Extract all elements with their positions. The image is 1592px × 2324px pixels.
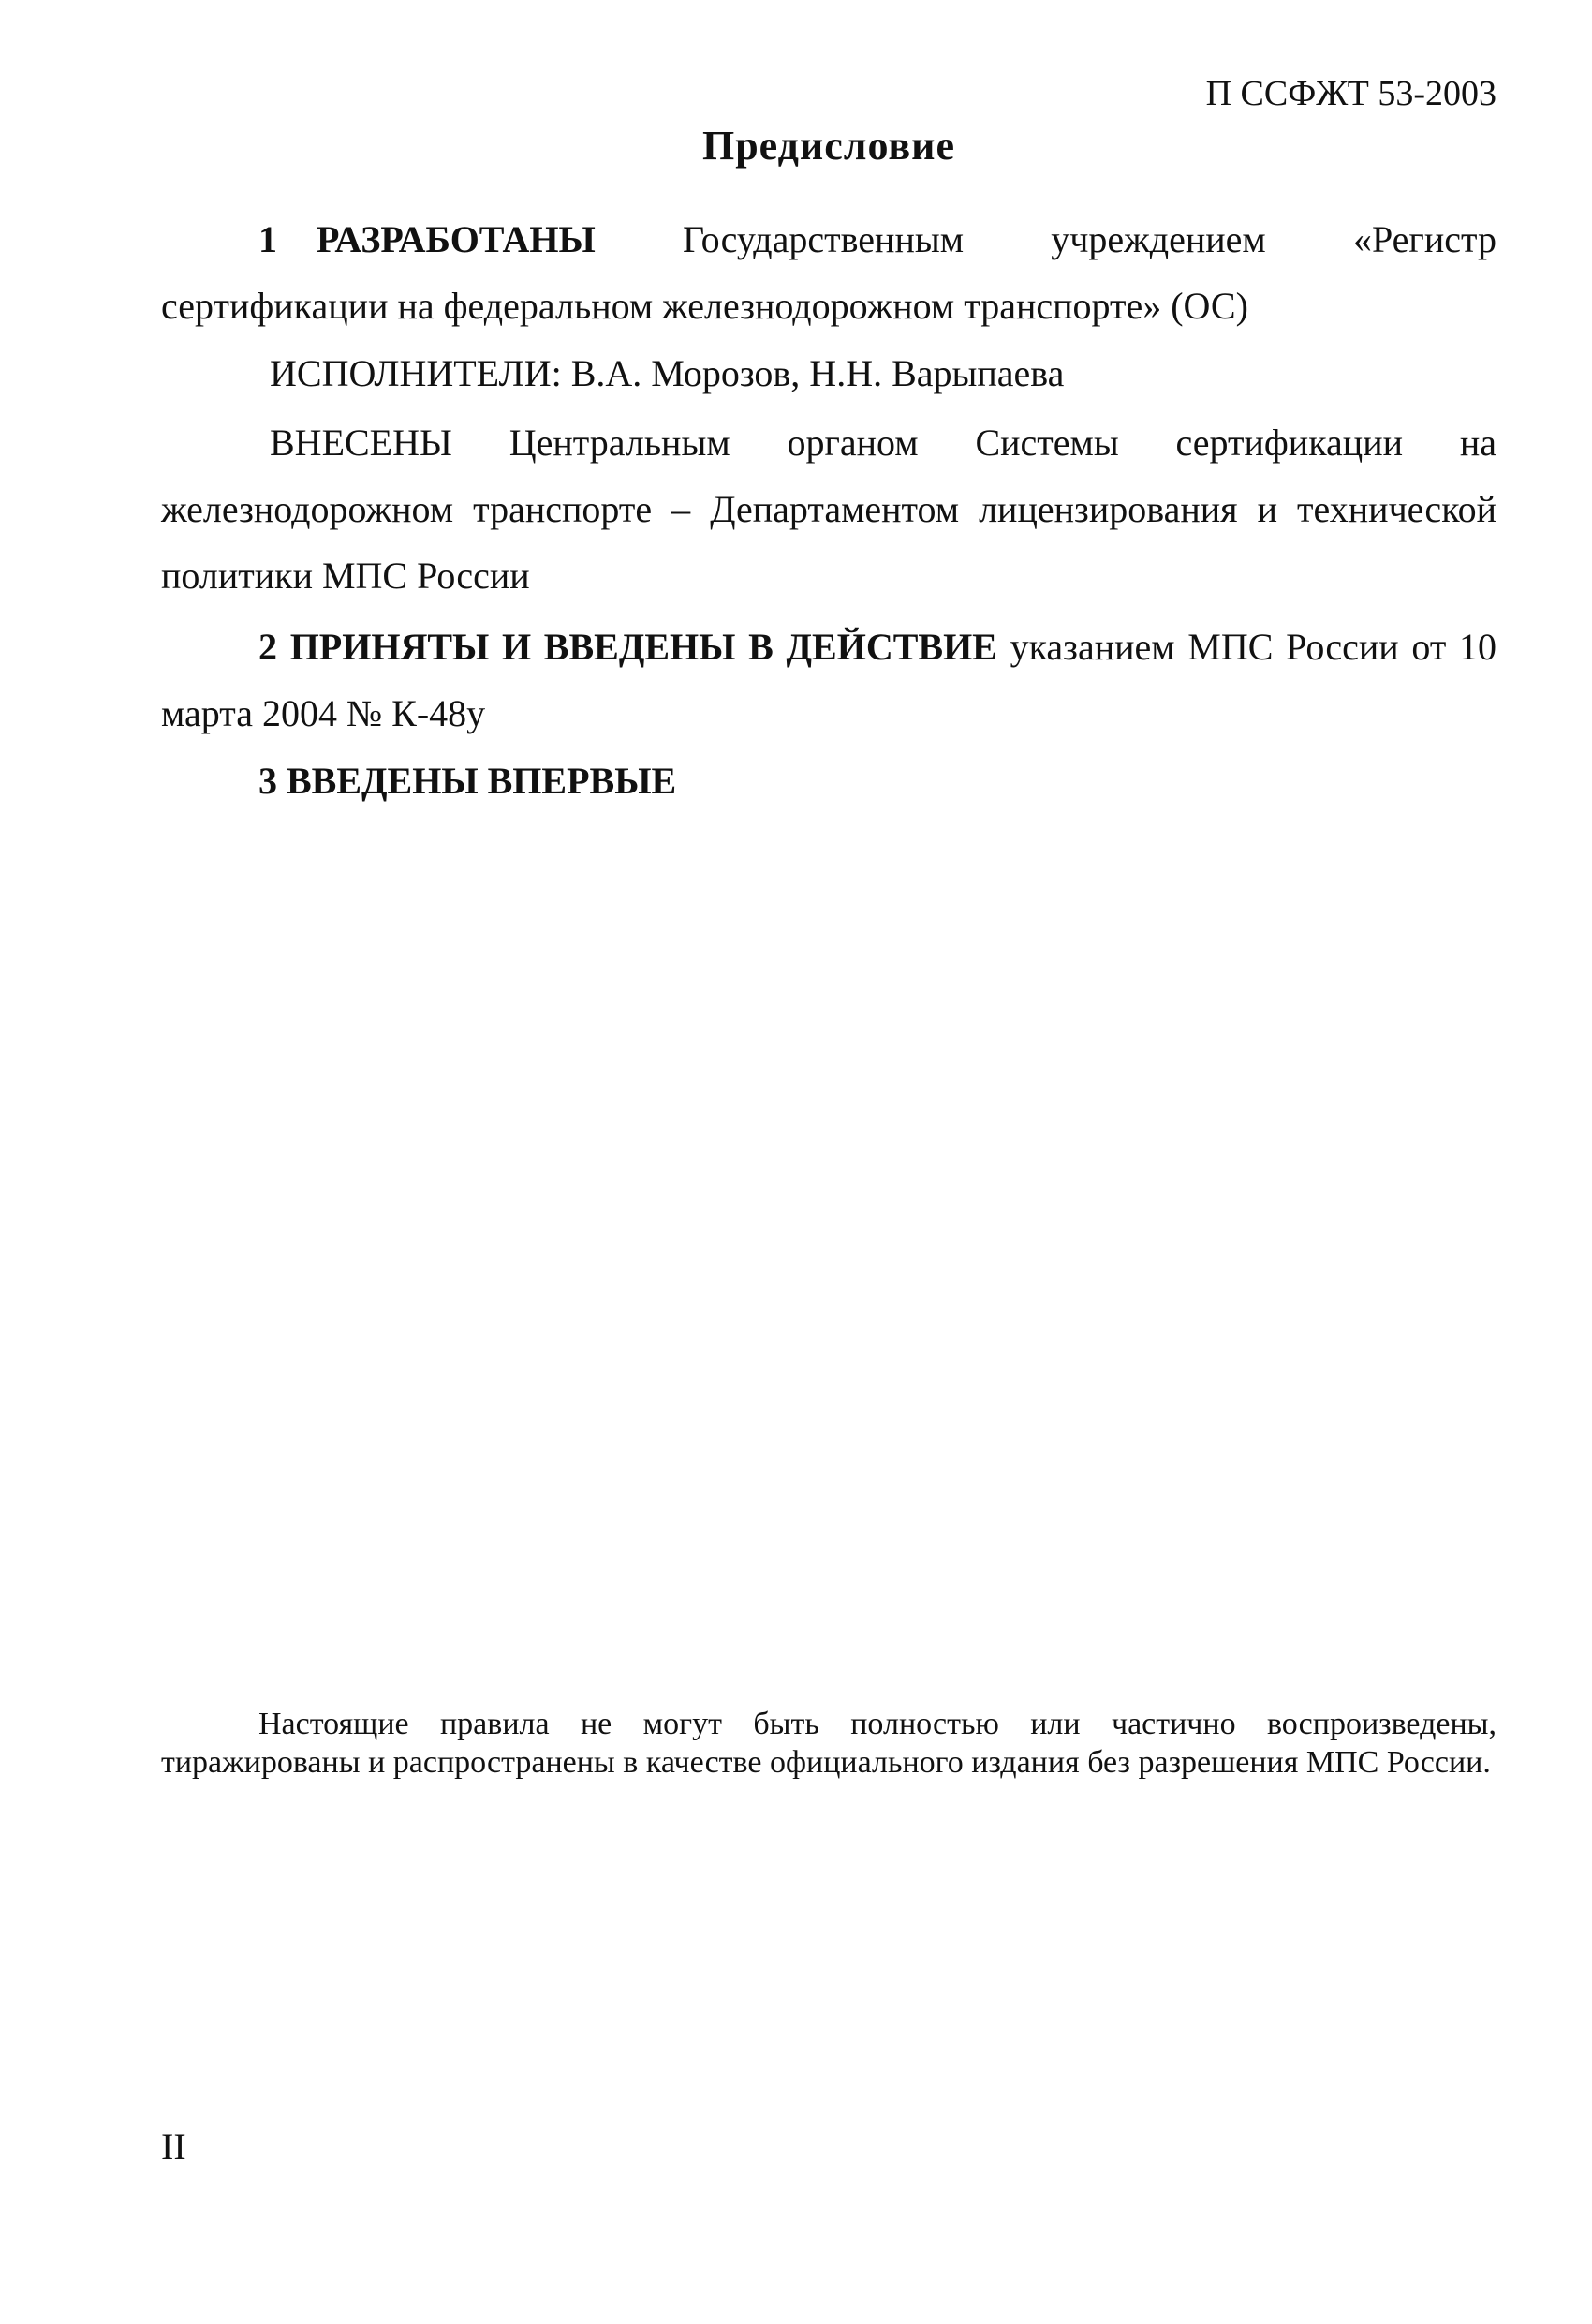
section-1-heading: РАЗРАБОТАНЫ: [317, 218, 596, 260]
section-1-label: [258, 206, 596, 273]
section-2-text: [161, 614, 1496, 747]
introduced-label: ВНЕСЕНЫ: [270, 422, 452, 464]
section-1-word-c: «Регистр: [1352, 218, 1496, 260]
performers-text: ИСПОЛНИТЕЛИ: В.А. Морозов, Н.Н. Варыпаева: [270, 352, 1065, 394]
section-1-number: 1: [258, 218, 277, 260]
page-title: Предисловие: [701, 123, 955, 169]
introduced-paragraph: [161, 409, 1496, 609]
section-3-paragraph: [161, 748, 1496, 814]
section-3-heading: 3 ВВЕДЕНЫ ВПЕРВЫЕ: [258, 760, 677, 802]
section-3-line: [161, 748, 1496, 814]
introduced-text: [161, 409, 1496, 609]
performers-line: [161, 340, 1496, 407]
copyright-notice: Настоящие правила не могут быть полностью или частично воспроизведены, тиражированы и распространены в качестве официального издания без разрешения МПС России.: [161, 1707, 1496, 1780]
section-1-first-line: [161, 206, 1496, 339]
section-2-body: указанием МПС России от 10 марта 2004 № К-48у: [161, 626, 1497, 734]
document-code: П ССФЖТ 53-2003: [1205, 74, 1496, 113]
section-2-paragraph: [161, 614, 1496, 747]
section-1-second-line: сертификации на федеральном железнодорожном транспорте» (ОС): [161, 285, 1248, 327]
introduced-body: Центральным органом Системы сертификации на железнодорожном транспорте – Департаментом лицензирования и технической политики МПС России: [161, 422, 1497, 597]
section-1-word-b: учреждением: [1051, 218, 1266, 260]
section-1-word-a: Государственным: [682, 218, 965, 260]
section-2-heading: 2 ПРИНЯТЫ И ВВЕДЕНЫ В ДЕЙСТВИЕ: [258, 626, 997, 668]
page-number: II: [161, 2125, 186, 2168]
